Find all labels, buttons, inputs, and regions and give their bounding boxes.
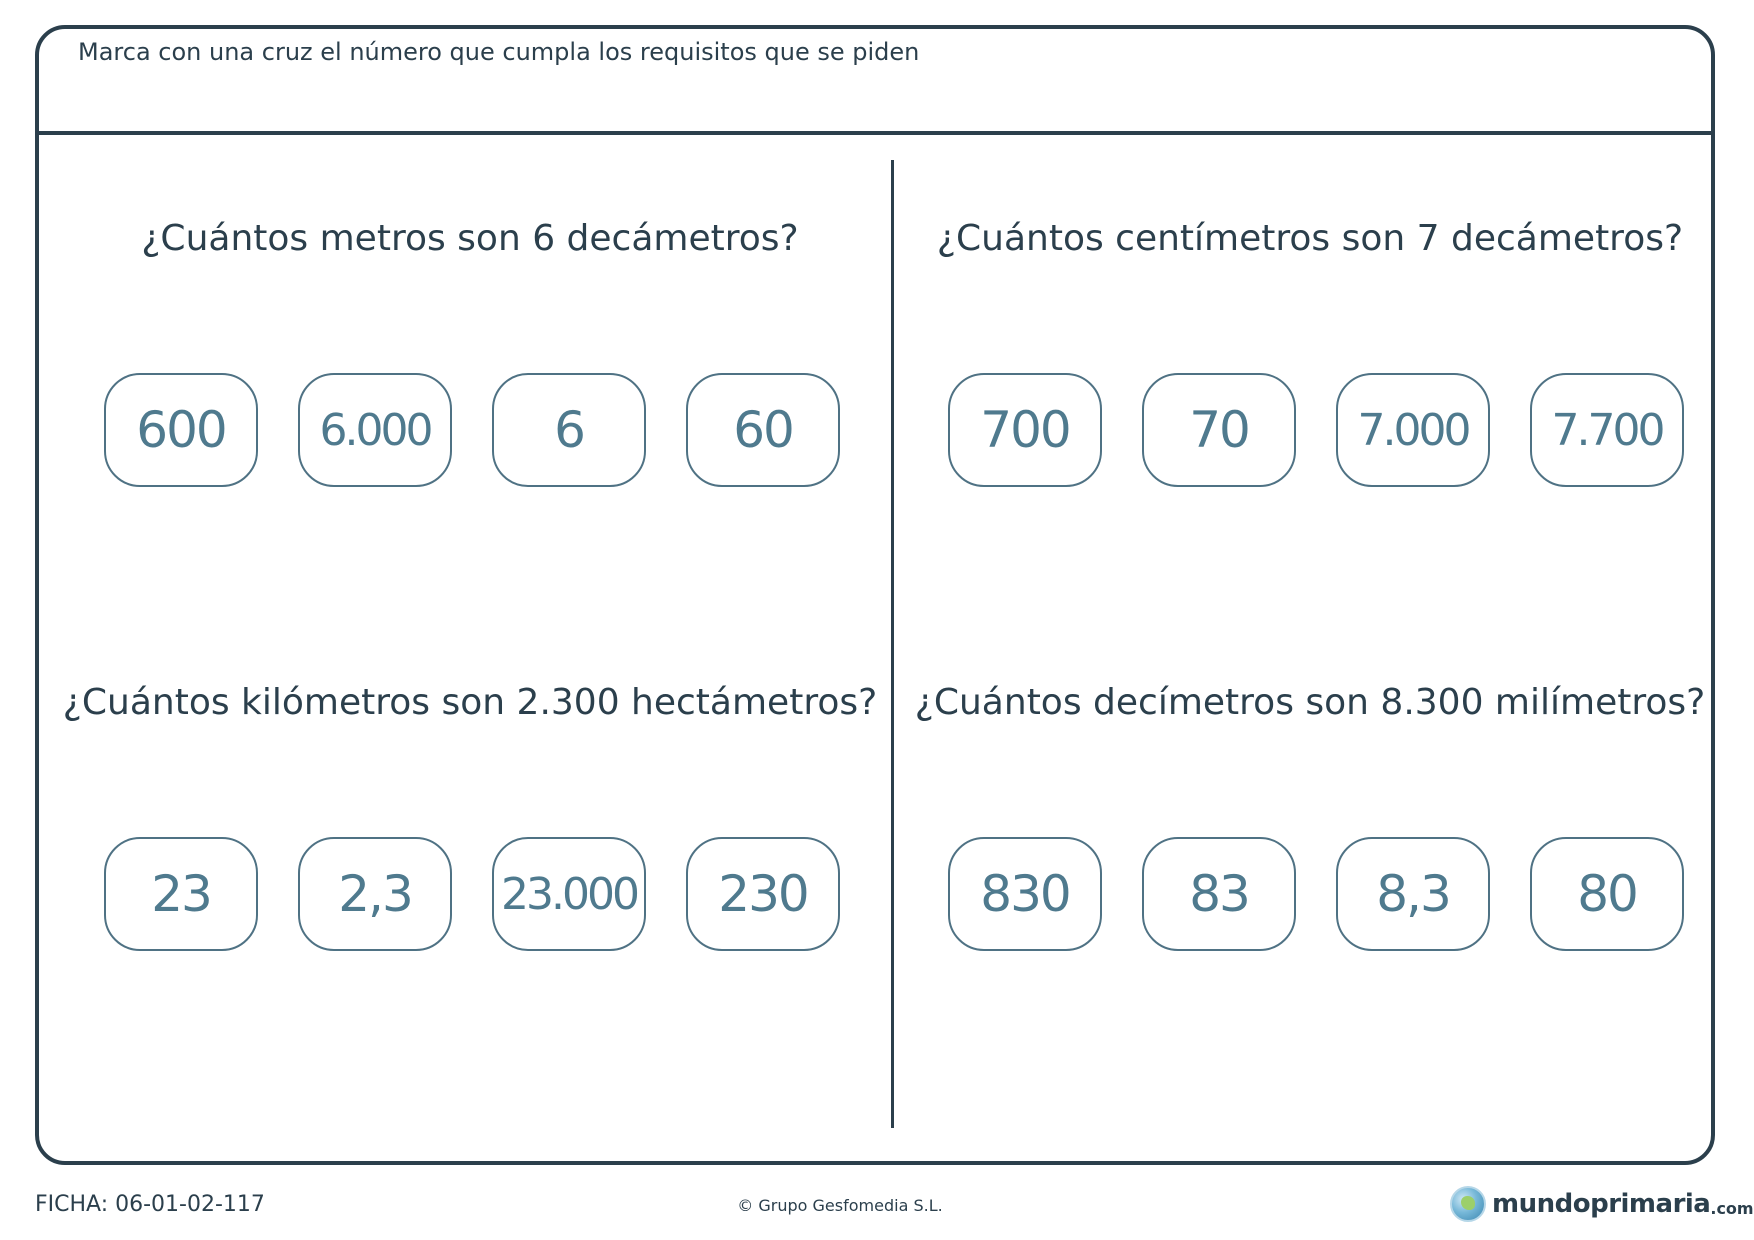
answer-option[interactable]: 23.000 — [492, 837, 646, 951]
answer-option[interactable]: 70 — [1142, 373, 1296, 487]
answer-option[interactable]: 830 — [948, 837, 1102, 951]
brand-logo[interactable] — [1450, 1186, 1754, 1222]
answer-option[interactable]: 600 — [104, 373, 258, 487]
answer-option[interactable]: 7.700 — [1530, 373, 1684, 487]
answer-option[interactable]: 80 — [1530, 837, 1684, 951]
question-1: ¿Cuántos metros son 6 decámetros? — [141, 218, 799, 259]
globe-icon — [1450, 1186, 1486, 1222]
question-3: ¿Cuántos kilómetros son 2.300 hectámetros? — [62, 682, 878, 723]
answer-option[interactable]: 6 — [492, 373, 646, 487]
worksheet-frame — [35, 25, 1715, 1165]
instruction-text: Marca con una cruz el número que cumpla los requisitos que se piden — [78, 38, 920, 66]
column-divider — [891, 160, 894, 1128]
worksheet-code: FICHA: 06-01-02-117 — [35, 1192, 265, 1217]
answer-option[interactable]: 60 — [686, 373, 840, 487]
header-divider — [35, 131, 1715, 135]
answer-option[interactable]: 83 — [1142, 837, 1296, 951]
answer-option[interactable]: 8,3 — [1336, 837, 1490, 951]
question-4: ¿Cuántos decímetros son 8.300 milímetros? — [914, 682, 1706, 723]
answer-option[interactable]: 7.000 — [1336, 373, 1490, 487]
answer-option[interactable]: 6.000 — [298, 373, 452, 487]
brand-name: mundoprimaria — [1492, 1189, 1711, 1219]
brand-tld: .com — [1710, 1198, 1754, 1218]
question-2: ¿Cuántos centímetros son 7 decámetros? — [936, 218, 1684, 259]
answer-option[interactable]: 700 — [948, 373, 1102, 487]
answer-option[interactable]: 2,3 — [298, 837, 452, 951]
copyright-text: © Grupo Gesfomedia S.L. — [737, 1196, 943, 1215]
answer-option[interactable]: 230 — [686, 837, 840, 951]
answer-option[interactable]: 23 — [104, 837, 258, 951]
